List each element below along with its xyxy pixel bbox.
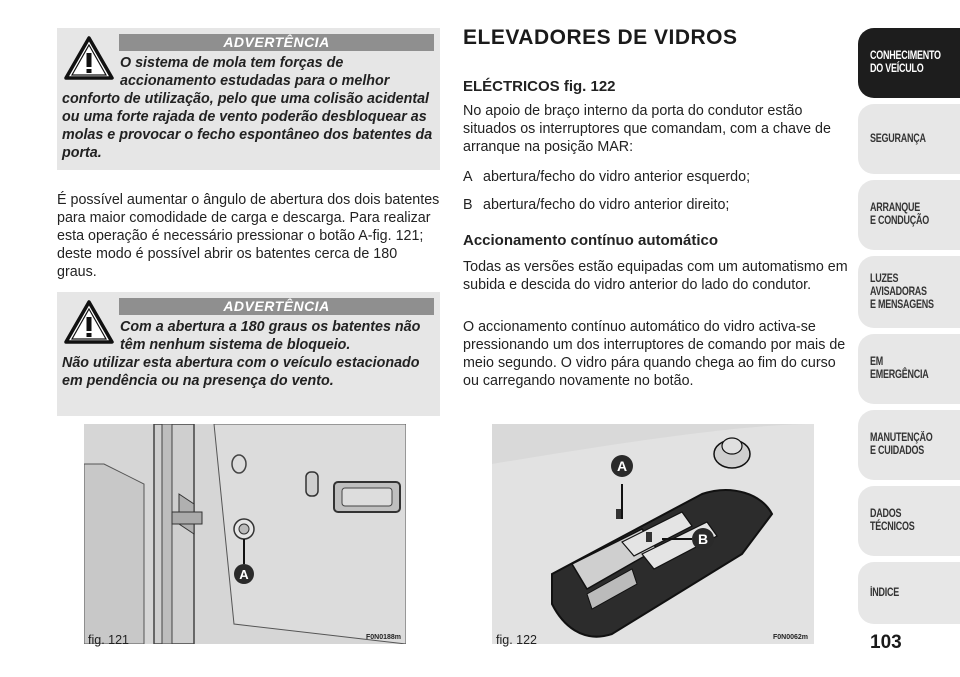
warning-text-rest: Não utilizar esta abertura com o veículo estacionado em pendência ou na presença do vento. — [62, 355, 420, 389]
body-paragraph: O accionamento contínuo automático do vidro activa-se pressionando um dos interruptores de comando por mais de meio segundo. O vidro pára quando chega ao fim do curso ou carregando novamente no botão. — [463, 319, 846, 389]
list-text: abertura/fecho do vidro anterior direito; — [483, 197, 730, 213]
intro-paragraph: No apoio de braço interno da porta do condutor estão situados os interruptores que comandam, com a chave de arranque na posição MAR: — [463, 103, 831, 155]
warning-header: ADVERTÊNCIA — [119, 298, 434, 315]
warning-text-lead: O sistema de mola tem forças de accionamento estudadas para o melhor — [120, 55, 390, 89]
list-item — [463, 168, 750, 186]
figure-code: F0N0062m — [773, 634, 809, 641]
warning-header: ADVERTÊNCIA — [119, 34, 434, 51]
door-latch-drawing — [84, 424, 406, 644]
list-key: B — [463, 197, 473, 213]
tab-arranque[interactable] — [858, 180, 960, 250]
figure-caption: fig. 122 — [496, 633, 538, 647]
warning-text — [62, 54, 434, 162]
page-number: 103 — [870, 632, 902, 653]
tab-conhecimento[interactable] — [858, 28, 960, 98]
figure-caption: fig. 121 — [88, 633, 130, 647]
list-key: A — [463, 169, 473, 185]
tab-dados-tecnicos[interactable] — [858, 486, 960, 556]
warning-text-lead: Com a abertura a 180 graus os batentes não têm nenhum sistema de bloqueio. — [120, 319, 421, 353]
figure-121-illustration — [84, 424, 406, 644]
page-title: ELEVADORES DE VIDROS — [463, 26, 738, 49]
tab-luzes[interactable] — [858, 256, 960, 328]
list-item — [463, 196, 729, 214]
tab-label: EM EMERGÊNCIA — [870, 356, 929, 381]
tab-label: MANUTENÇÃO E CUIDADOS — [870, 432, 933, 457]
body-paragraph: É possível aumentar o ângulo de abertura dos dois batentes para maior comodidade de carga e descarga. Para realizar esta operação é necessário pressionar o botão A-fig. 121; deste modo é possível abrir os batentes cerca de 180 graus. — [57, 192, 440, 280]
tab-indice[interactable] — [858, 562, 960, 624]
tab-label: LUZES AVISADORAS E MENSAGENS — [870, 272, 934, 311]
warning-text — [62, 318, 434, 390]
tab-label: SEGURANÇA — [870, 132, 926, 145]
tab-seguranca[interactable] — [858, 104, 960, 174]
tab-label: ÍNDICE — [870, 586, 900, 599]
tab-manutencao[interactable] — [858, 410, 960, 480]
callout-a: A — [616, 458, 628, 474]
tab-emergencia[interactable] — [858, 334, 960, 404]
figure-122-illustration — [492, 424, 814, 644]
tab-label: CONHECIMENTO DO VEÍCULO — [870, 50, 941, 75]
tab-label: DADOS TÉCNICOS — [870, 508, 915, 533]
callout-a: A — [239, 567, 249, 582]
callout-b: B — [697, 531, 709, 547]
warning-box-2 — [57, 292, 440, 416]
tab-label: ARRANQUE E CONDUÇÃO — [870, 202, 929, 227]
warning-text-rest: conforto de utilização, pelo que uma colisão acidental ou uma forte rajada de vento poderão desbloquear as molas e provocar o fecho espontâneo dos batentes da porta. — [62, 91, 433, 161]
subsection-heading: Accionamento contínuo automático — [463, 232, 719, 249]
window-switch-drawing — [492, 424, 814, 644]
section-heading: ELÉCTRICOS fig. 122 — [463, 78, 616, 95]
list-text: abertura/fecho do vidro anterior esquerdo; — [483, 169, 751, 185]
warning-box-1 — [57, 28, 440, 170]
body-paragraph: Todas as versões estão equipadas com um automatismo em subida e descida do vidro anterior do lado do condutor. — [463, 259, 848, 293]
figure-code: F0N0188m — [366, 634, 402, 641]
